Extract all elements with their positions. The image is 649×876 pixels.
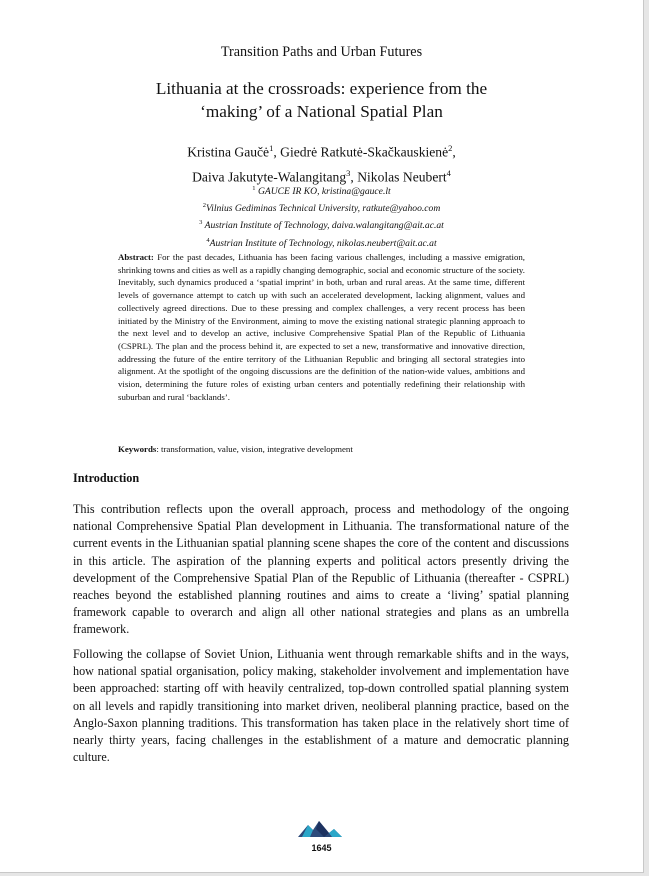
author-affiliation-marker: 4	[446, 167, 451, 178]
body-paragraph: Following the collapse of Soviet Union, Lithuania went through remarkable shifts and in the ways, how national spatial organisation, policy making, stakeholder involvement and implementation have been approached: starting off with heavily centralized, top-down controlled spatial planning system on all levels and rapidly transitioning into market driven, neoliberal planning practice, based on the Anglo-Saxon planning traditions. This transformation has taken place in the relatively short time of nearly thirty years, facing challenges in the establishment of a mature and democratic planning culture.	[73, 647, 569, 765]
affiliation-marker: 4	[206, 236, 210, 244]
affiliation-text: GAUCE IR KO, kristina@gauce.lt	[255, 186, 391, 198]
affiliation-item	[80, 234, 563, 251]
page-number: 1645	[311, 843, 332, 853]
keywords-label: Keywords	[118, 444, 157, 454]
conference-mountain-logo-icon	[296, 819, 344, 839]
author-list	[80, 138, 563, 187]
affiliation-item	[80, 216, 563, 233]
abstract-label: Abstract:	[118, 252, 154, 262]
body-paragraph: This contribution reflects upon the overall approach, process and methodology of the ongoing national Comprehensive Spatial Plan development in Lithuania. The transformational nature of the current events in the Lithuanian spatial planning scene shapes the core of the content and discussions in this article. The aspiration of the planning experts and political actors presently driving the development of the Comprehensive Spatial Plan of the Republic of Lithuania (thereafter - CSPRL) reaches beyond the established planning routines and aims to create a ‘living’ spatial planning framework capable to overarch and align all other national strategies and plans as an umbrella framework.	[73, 502, 569, 637]
author-line-1: Kristina Gaučė$^1$, Giedrė Ratkutė-Skačkauskienė$^2$,	[187, 143, 456, 160]
running-header: Transition Paths and Urban Futures	[220, 44, 423, 60]
section-heading-introduction: Introduction	[73, 471, 140, 485]
keywords	[118, 443, 525, 456]
author-line-2: Daiva Jakutyte-Walangitang$^3$, Nikolas Neubert$^4$	[192, 167, 451, 185]
affiliation-marker: 3	[199, 219, 203, 227]
affiliation-item	[80, 199, 563, 216]
author-affiliation-marker: 3	[346, 167, 351, 178]
author-name: Nikolas Neubert	[357, 169, 447, 185]
keywords-text: : transformation, value, vision, integrative development	[156, 444, 353, 454]
author-name: Daiva Jakutyte-Walangitang	[192, 169, 347, 185]
affiliation-marker: 1	[252, 185, 256, 192]
affiliation-text: Austrian Institute of Technology, nikolas.neubert@ait.ac.at	[209, 237, 437, 249]
affiliation-item	[80, 182, 563, 199]
affiliation-text: Austrian Institute of Technology, daiva.walangitang@ait.ac.at	[202, 220, 444, 232]
affiliation-text: Vilnius Gediminas Technical University, ratkute@yahoo.com	[206, 203, 441, 215]
affiliation-marker: 2	[202, 202, 206, 210]
paper-title	[80, 77, 563, 123]
affiliation-list	[80, 182, 563, 251]
paper-title-line-1: Lithuania at the crossroads: experience from the	[155, 79, 488, 98]
author-name: Giedrė Ratkutė-Skačkauskienė	[280, 144, 449, 160]
abstract-text: For the past decades, Lithuania has been facing various challenges, including a massive emigration, shrinking towns and cities as well as a rapidly changing demographic, social and economic structure of the society. Inevitably, such dynamics produced a ‘spatial imprint’ in both, urban and rural areas. At the same time, different levels of governance attempt to catch up with such an accelerated development, lacking alignment, values and collectively agreed directions. Due to these pressing and complex challenges, a very recent process has been initiated by the Ministry of the Environment, aiming to move the existing national strategic planning approach to the next level and to develop an active, inclusive Comprehensive Spatial Plan of the Republic of Lithuania (CSPRL). The plan and the process behind it, are expected to set a new, transformative and innovative direction, addressing the future of the entire territory of the Lithuanian Republic and bringing all sectoral strategies into alignment. At the spotlight of the ongoing discussions are the definition of the nation-wide values, ambitions and vision, determining the future roles of existing urban centers and potentially redefining their relationship with suburban and rural ‘backlands’.	[118, 252, 525, 402]
abstract	[118, 251, 525, 403]
author-affiliation-marker: 1	[269, 143, 274, 153]
author-name: Kristina Gaučė	[187, 144, 270, 160]
paper-title-line-2: ‘making’ of a National Spatial Plan	[200, 102, 443, 121]
author-affiliation-marker: 2	[448, 143, 453, 153]
